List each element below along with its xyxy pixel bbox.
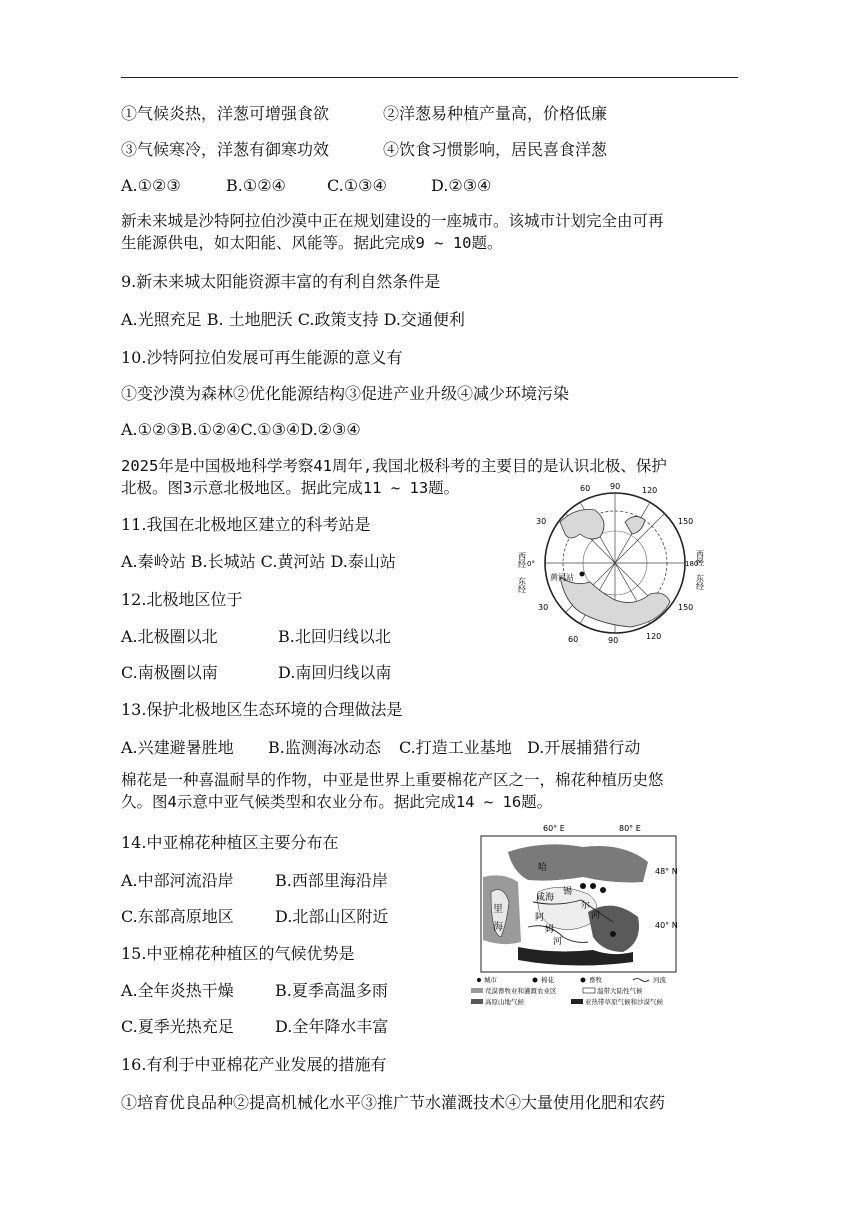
- header-rule: [121, 77, 738, 78]
- passage-2-line-2: 北极。图3示意北极地区。据此完成11 ~ 13题。: [121, 479, 460, 497]
- legend-plateau: 高原山地气候: [485, 998, 524, 1006]
- label-bottom-120: 120: [646, 632, 662, 641]
- central-asia-map-figure: [463, 822, 693, 1012]
- q12-choice-b: B.北回归线以北: [278, 627, 391, 646]
- label-lon-80e: 80° E: [619, 824, 641, 833]
- q8-choice-b: B.①②④: [226, 176, 286, 195]
- legend-river: 河流: [653, 976, 666, 984]
- q15-stem: 15.中亚棉花种植区的气候优势是: [121, 944, 355, 963]
- north-america-landmass: [560, 510, 604, 539]
- label-caspian-1: 里: [493, 904, 503, 915]
- legend-subtropical: 亚热带草原气候和沙漠气候: [585, 998, 663, 1006]
- label-zero: 0°: [527, 560, 535, 568]
- passage-3-line-1: 棉花是一种喜温耐旱的作物，中亚是世界上重要棉花产区之一，棉花种植历史悠: [121, 771, 664, 789]
- legend-desert: 荒漠畜牧业和灌溉农业区: [485, 987, 557, 995]
- passage-3-line-2: 久。图4示意中亚气候类型和农业分布。据此完成14 ~ 16题。: [121, 793, 553, 811]
- q8-option-1: ①气候炎热，洋葱可增强食欲: [121, 104, 330, 123]
- q11-stem: 11.我国在北极地区建立的科考站是: [121, 515, 371, 534]
- q9-choices: A.光照充足 B. 土地肥沃 C.政策支持 D.交通便利: [121, 310, 465, 329]
- q8-option-2: ②洋葱易种植产量高，价格低廉: [383, 104, 608, 123]
- label-aral-sea: 咸海: [536, 893, 555, 903]
- q13-choice-b: B.监测海冰动态: [268, 738, 381, 757]
- legend-cotton: 棉花: [541, 976, 554, 984]
- q14-choice-b: B.西部里海沿岸: [275, 871, 388, 890]
- passage-2-line-1: 2025年是中国极地科学考察41周年,我国北极科考的主要目的是认识北极、保护: [121, 457, 667, 475]
- q12-choice-d: D.南回归线以南: [278, 663, 392, 682]
- q15-choice-d: D.全年降水丰富: [275, 1017, 389, 1036]
- label-west: 西经: [517, 552, 527, 568]
- q14-choice-a: A.中部河流沿岸: [121, 871, 234, 890]
- label-river-a: 锡: [563, 887, 573, 897]
- q8-choice-c: C.①③④: [327, 176, 387, 195]
- label-180: 180°: [685, 560, 702, 568]
- q16-stem: 16.有利于中亚棉花产业发展的措施有: [121, 1055, 387, 1074]
- passage-3: [121, 769, 741, 813]
- label-river-c: 河: [591, 911, 601, 921]
- q16-items: ①培育优良品种②提高机械化水平③推广节水灌溉技术④大量使用化肥和农药: [121, 1093, 666, 1112]
- label-amu-1: 阿: [535, 913, 545, 923]
- q14-choice-c: C.东部高原地区: [121, 907, 234, 926]
- q8-choice-d: D.②③④: [431, 176, 492, 195]
- q12-choice-a: A.北极圈以北: [121, 627, 218, 646]
- map-legend: [471, 975, 667, 1006]
- label-top-120: 120: [642, 486, 658, 495]
- label-top-90: 90: [610, 482, 621, 491]
- label-west-right: 西经: [695, 550, 705, 566]
- q10-items: ①变沙漠为森林②优化能源结构③促进产业升级④减少环境污染: [121, 384, 570, 403]
- passage-1-line-2: 生能源供电，如太阳能、风能等。据此完成9 ~ 10题。: [121, 234, 503, 252]
- q13-choice-a: A.兴建避暑胜地: [121, 738, 234, 757]
- q10-choices: A.①②③B.①②④C.①③④D.②③④: [121, 420, 361, 439]
- arctic-map-figure: [517, 482, 710, 645]
- q15-choice-a: A.全年炎热干燥: [121, 981, 234, 1000]
- q13-choice-d: D.开展捕猎行动: [527, 738, 641, 757]
- q8-option-4: ④饮食习惯影响，居民喜食洋葱: [383, 140, 608, 159]
- label-left-30-bottom: 30: [538, 603, 549, 612]
- q13-stem: 13.保护北极地区生态环境的合理做法是: [121, 700, 403, 719]
- legend-temperate: 温带大陆性气候: [597, 987, 643, 995]
- label-lat-48n: 48° N: [655, 867, 678, 876]
- q11-choices: A.秦岭站 B.长城站 C.黄河站 D.泰山站: [121, 552, 396, 571]
- label-amu-3: 河: [553, 937, 563, 947]
- q14-stem: 14.中亚棉花种植区主要分布在: [121, 833, 339, 852]
- q8-choice-a: A.①②③: [121, 176, 181, 195]
- label-bottom-60: 60: [568, 635, 579, 644]
- label-river-b: 尔: [581, 901, 591, 911]
- passage-1-line-1: 新未来城是沙特阿拉伯沙漠中正在规划建设的一座城市。该城市计划完全由可再: [121, 212, 664, 230]
- label-right-150-bottom: 150: [678, 603, 694, 612]
- label-lon-60e: 60° E: [543, 824, 565, 833]
- passage-1: [121, 210, 741, 254]
- q14-choice-d: D.北部山区附近: [275, 907, 389, 926]
- q12-choice-c: C.南极圈以南: [121, 663, 218, 682]
- q15-choice-c: C.夏季光热充足: [121, 1017, 234, 1036]
- q10-stem: 10.沙特阿拉伯发展可再生能源的意义有: [121, 348, 403, 367]
- label-right-150-top: 150: [678, 517, 694, 526]
- label-east-right: 东经: [695, 574, 705, 590]
- label-caspian-2: 海: [493, 922, 503, 933]
- label-lat-40n: 40° N: [655, 921, 678, 930]
- q9-stem: 9.新未来城太阳能资源丰富的有利自然条件是: [121, 272, 441, 291]
- label-amu-2: 姆: [545, 925, 555, 935]
- q8-option-3: ③气候寒冷，洋葱有御寒功效: [121, 140, 330, 159]
- label-huanghe-station: 黄河站: [550, 573, 574, 582]
- label-east-left: 东经: [517, 577, 527, 593]
- label-top-60: 60: [580, 484, 591, 493]
- q15-choice-b: B.夏季高温多雨: [275, 981, 388, 1000]
- label-kz: 哈: [538, 863, 548, 873]
- legend-cattle: 畜牧: [589, 976, 602, 984]
- label-left-30-top: 30: [536, 517, 547, 526]
- label-bottom-90: 90: [608, 636, 619, 645]
- q12-stem: 12.北极地区位于: [121, 590, 243, 609]
- greenland-landmass: [625, 516, 645, 534]
- q13-choice-c: C.打造工业基地: [399, 738, 512, 757]
- station-marker: [580, 572, 585, 577]
- legend-city: 城市: [484, 976, 497, 984]
